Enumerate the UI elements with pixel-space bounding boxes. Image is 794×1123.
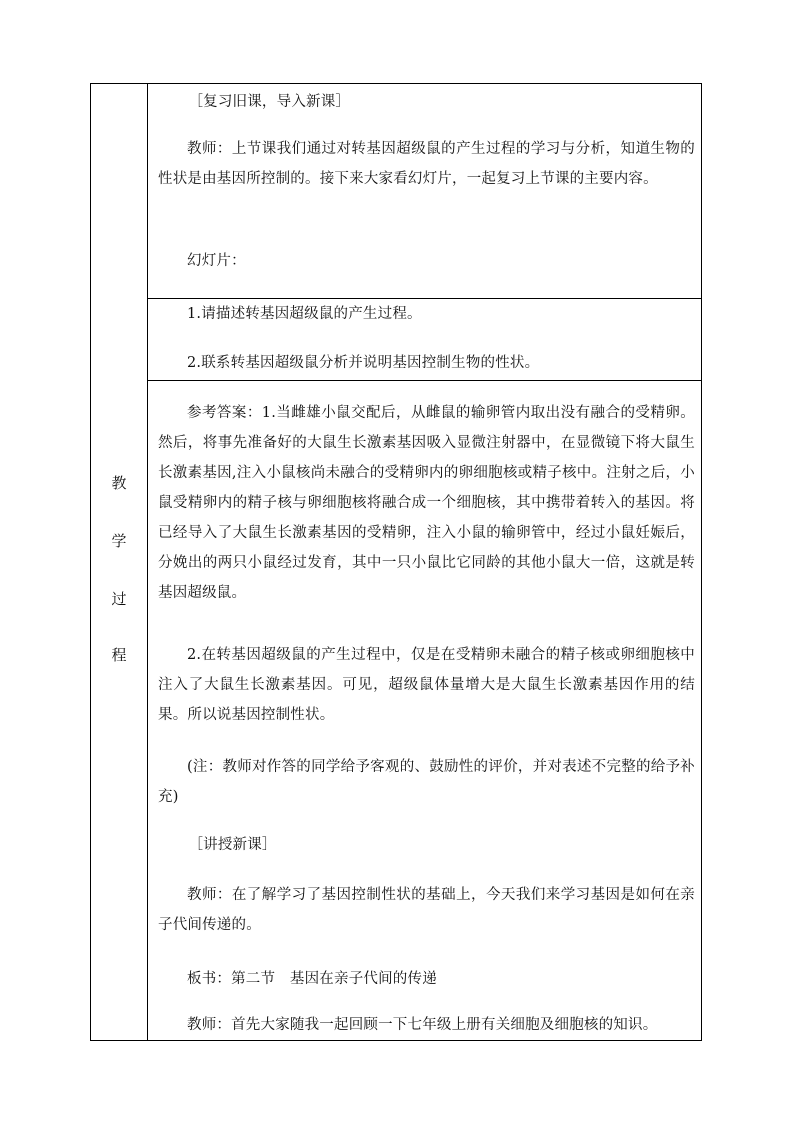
question-1: 1.请描述转基因超级鼠的产生过程。 <box>187 306 422 322</box>
side-label-char-1: 教 <box>111 474 127 492</box>
answer-1-paragraph: 参考答案：1.当雌雄小鼠交配后，从雌鼠的输卵管内取出没有融合的受精卵。然后，将事先准备好的大鼠生长激素基因吸入显微注射器中，在显微镜下将大鼠生长激素基因,注入小鼠核尚未融合的受精卵内的卵细胞核或精子核中。注射之后，小鼠受精卵内的精子核与卵细胞核将融合成一个细胞核，其中携带着转入的基因。将已经导入了大鼠生长激素基因的受精卵，注入小鼠的输卵管中，经过小鼠妊娠后，分娩出的两只小鼠经过发育，其中一只小鼠比它同龄的其他小鼠大一倍，这就是转基因超级鼠。 <box>158 405 695 601</box>
teacher-last-paragraph: 教师：首先大家随我一起回顾一下七年级上册有关细胞及细胞核的知识。 <box>187 1017 658 1033</box>
board-writing: 板书：第二节 基因在亲子代间的传递 <box>187 971 437 987</box>
answer-2-paragraph: 2.在转基因超级鼠的产生过程中，仅是在受精卵未融合的精子核或卵细胞核中注入了大鼠生长激素基因。可见，超级鼠体量增大是大鼠生长激素基因作用的结果。所以说基因控制性状。 <box>158 647 695 723</box>
teacher-new-paragraph: 教师：在了解学习了基因控制性状的基础上，今天我们来学习基因是如何在亲子代间传递的。 <box>158 887 695 933</box>
side-label-char-3: 过 <box>111 590 127 608</box>
slide-label: 幻灯片： <box>187 253 246 269</box>
content-column <box>148 84 701 1040</box>
review-heading: ［复习旧课，导入新课］ <box>188 94 351 110</box>
note-paragraph: (注：教师对作答的同学给予客观的、鼓励性的评价，并对表述不完整的给予补充) <box>158 759 695 805</box>
side-label-char-4: 程 <box>111 646 127 664</box>
side-label-char-2: 学 <box>111 532 127 550</box>
lesson-table <box>90 83 702 1041</box>
question-2: 2.联系转基因超级鼠分析并说明基因控制生物的性状。 <box>187 355 540 371</box>
new-lesson-heading: ［讲授新课］ <box>188 837 277 853</box>
teacher-intro-paragraph: 教师：上节课我们通过对转基因超级鼠的产生过程的学习与分析，知道生物的性状是由基因所控制的。接下来大家看幻灯片，一起复习上节课的主要内容。 <box>158 141 695 187</box>
